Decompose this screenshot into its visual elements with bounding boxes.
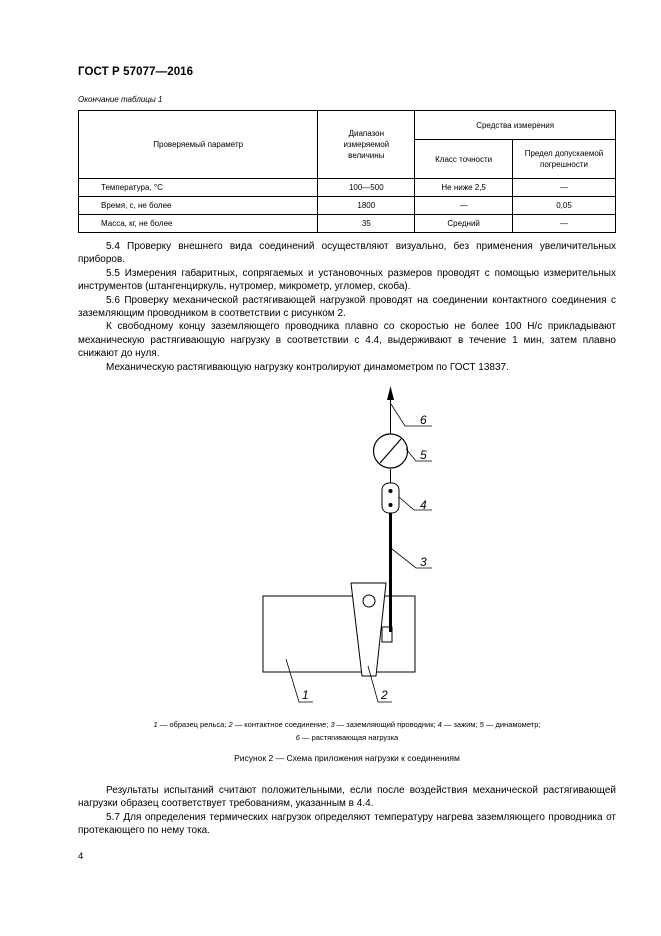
paragraph-dynamometer: Механическую растягивающую нагрузку контролируют динамометром по ГОСТ 13837.	[106, 361, 509, 373]
cell-range: 100—500	[318, 179, 415, 197]
cell-limit: 0,05	[513, 197, 616, 215]
col-header-limit: Предел допускаемой погрешности	[513, 140, 616, 179]
cell-limit: —	[513, 179, 616, 197]
clamp-pin-bottom	[389, 503, 393, 507]
label-2: 2	[381, 688, 388, 702]
document-header: ГОСТ Р 57077—2016	[78, 66, 194, 78]
label-3: 3	[420, 555, 427, 569]
cell-class: —	[415, 197, 513, 215]
paragraph-results: Результаты испытаний считают положительными, если после воздействия механической растягивающей нагрузки образец соответствует требованиям, указанным в 4.4.	[78, 785, 616, 810]
figure-legend: 1 — образец рельса; 2 — контактное соединение; 3 — заземляющий проводник; 4 — зажим; 5 — динамометр; 6 — растягивающая нагрузка	[153, 720, 541, 742]
col-header-means: Средства измерения	[415, 111, 616, 140]
label-4: 4	[420, 498, 427, 512]
label-6: 6	[420, 413, 427, 427]
section-results-and-5-7	[78, 784, 616, 838]
cell-param: Время, с, не более	[79, 197, 318, 215]
col-header-class: Класс точности	[415, 140, 513, 179]
cell-range: 35	[318, 215, 415, 233]
cell-range: 1800	[318, 197, 415, 215]
page-number: 4	[78, 851, 84, 862]
paragraph-5-7: 5.7 Для определения термических нагрузок определяют температуру нагрева заземляющего проводника от протекающего по нему тока.	[78, 811, 616, 837]
clamp-shape	[382, 483, 399, 513]
cell-class: Средний	[415, 215, 513, 233]
paragraph-5-6: 5.6 Проверку механической растягивающей нагрузкой проводят на соединении контактного соединения с заземляющим проводником в соответствии с рисунком 2.	[78, 294, 616, 320]
cell-param: Масса, кг, не более	[79, 215, 318, 233]
cell-limit: —	[513, 215, 616, 233]
col-header-range: Диапазон измеряемой величины	[318, 111, 415, 179]
paragraph-5-5: 5.5 Измерения габаритных, сопрягаемых и установочных размеров проводят с помощью измерительных инструментов (штангенциркуль, нутромер, микрометр, угломер, скоба).	[78, 267, 616, 293]
col-header-param: Проверяемый параметр	[79, 111, 318, 179]
label-5: 5	[420, 448, 427, 462]
cell-param: Температура, °С	[79, 179, 318, 197]
load-arrow-head	[387, 386, 394, 400]
paragraph-5-4: 5.4 Проверку внешнего вида соединений осуществляют визуально, без применения увеличительных приборов.	[78, 241, 616, 266]
contact-connection-shape	[351, 583, 386, 676]
cell-class: Не ниже 2,5	[415, 179, 513, 197]
table-caption: Окончание таблицы 1	[78, 95, 163, 104]
figure-caption: Рисунок 2 — Схема приложения нагрузки к соединениям	[234, 753, 460, 763]
label-1: 1	[302, 688, 309, 702]
clamp-pin-top	[389, 489, 393, 493]
paragraph-load-application: К свободному концу заземляющего проводника плавно со скоростью не более 100 Н/с прикладывают механическую растягивающую нагрузку в соответствии с 4.4, выдерживают в течение 1 мин, затем плавно снижают до нуля.	[78, 321, 616, 360]
